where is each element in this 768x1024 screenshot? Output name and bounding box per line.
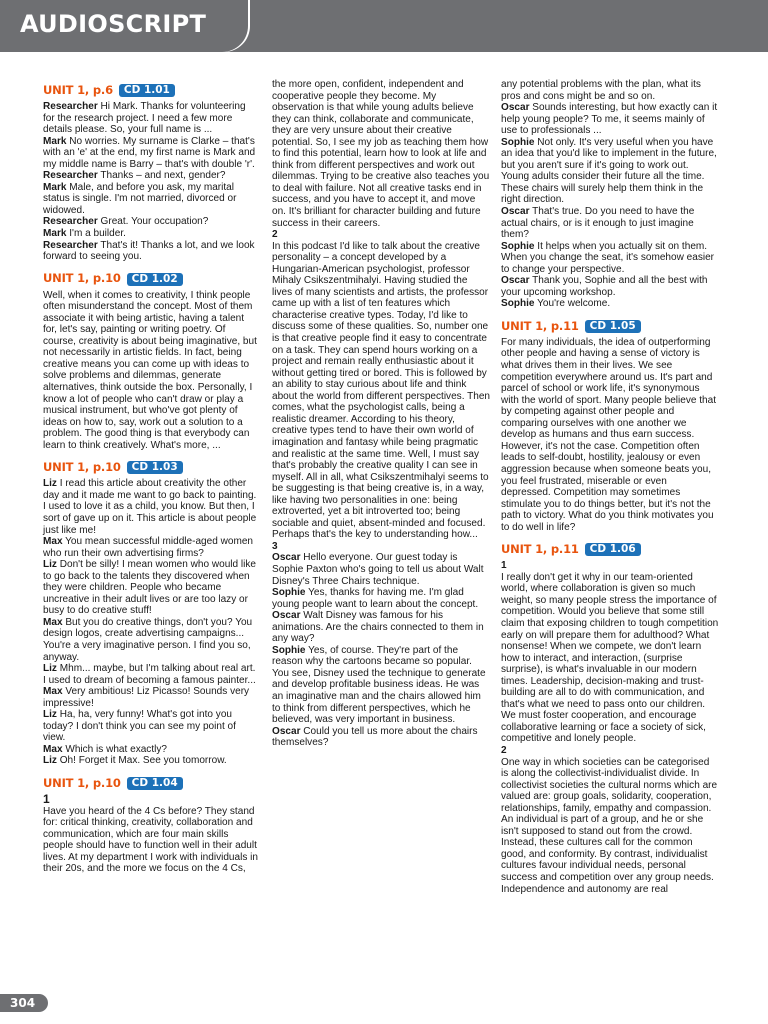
speaker-name: Max: [43, 536, 63, 548]
paragraph: I really don't get it why in our team-oriented world, where collaboration is given so much weight, so many people stress the importance of competition. Would you believe that some still claim that exposing children to tough competition early on will prepare them for adulthood? What nonsense! When we compete, we don't learn how to interact, and interaction, (surprise surprise), is what's invaluable in our modern times. Leadership, decision-making and trust-building are all to do with communication, and that's what we need to pass onto our children. We must foster cooperation, and encourage collaborative learning or face a society of sick, competitive and lonely people.: [501, 571, 719, 745]
dialogue-line: [43, 663, 259, 686]
dialogue-line: [43, 709, 259, 744]
dialogue-text: Sounds interesting, but how exactly can it help young people? To me, it seems mainly of use to professionals ...: [501, 102, 718, 137]
cd-badge: CD 1.06: [585, 543, 641, 556]
speaker-name: Oscar: [501, 102, 530, 114]
cd-badge: CD 1.02: [127, 273, 183, 286]
unit-heading: [501, 543, 719, 556]
unit-heading: [43, 777, 259, 790]
dialogue-line: [43, 744, 259, 756]
speaker-name: Liz: [43, 663, 57, 675]
dialogue-text: Yes, thanks for having me. I'm glad young people want to learn about the concept.: [272, 587, 479, 610]
cd-badge: CD 1.03: [127, 461, 183, 474]
speaker-name: Researcher: [43, 101, 98, 112]
dialogue-text: any potential problems with the plan, what its pros and cons might be and so on.: [501, 79, 701, 102]
dialogue-text: That's true. Do you need to have the actual chairs, or is it enough to just imagine them?: [501, 206, 695, 241]
dialogue-text: Ha, ha, very funny! What's got into you today? I don't think you can see my point of view.: [43, 709, 236, 744]
speaker-name: Max: [43, 616, 63, 628]
dialogue-text: Don't be silly! I mean women who would like to go back to the talents they discovered when they were children. People who became uncreative in their adult lives or are too lazy or busy to do creative stuff!: [43, 559, 256, 617]
dialogue-line: [43, 686, 259, 709]
dialogue-text: Male, and before you ask, my marital status is single. I'm not married, divorced or widowed.: [43, 181, 237, 216]
dialogue: [43, 101, 259, 263]
speaker-name: Researcher: [43, 216, 98, 228]
dialogue-line: [43, 755, 259, 767]
speaker-name: Sophie: [501, 298, 535, 310]
unit-label: UNIT 1, p.11: [501, 318, 579, 333]
dialogue-line: [43, 182, 259, 217]
page-title: AUDIOSCRIPT: [20, 10, 207, 38]
dialogue-text: No worries. My surname is Clarke – that's with an 'e' at the end, my first name is Mark and my middle name is Barry – that's with double 'r'.: [43, 135, 256, 170]
dialogue-line: [43, 559, 259, 617]
speaker-name: Sophie: [272, 587, 306, 599]
dialogue-line: [272, 610, 490, 645]
dialogue-line: [501, 137, 719, 206]
item-number: 2: [501, 744, 507, 756]
dialogue-line: [501, 298, 719, 310]
speaker-name: Researcher: [43, 239, 98, 251]
dialogue-line: [501, 241, 719, 276]
dialogue-line: [43, 536, 259, 559]
speaker-name: Sophie: [272, 644, 306, 656]
dialogue-text: You mean successful middle-aged women who run their own advertising firms?: [43, 536, 253, 559]
dialogue-line: [43, 101, 259, 136]
dialogue-line: [501, 206, 719, 241]
header-bar-right: [252, 0, 768, 52]
speaker-name: Oscar: [272, 725, 301, 737]
dialogue-line: [43, 136, 259, 171]
dialogue-line: [43, 228, 259, 240]
dialogue-line: [43, 617, 259, 663]
dialogue-text: It helps when you actually sit on them. When you change the seat, it's somehow easier to change your perspective.: [501, 240, 715, 275]
dialogue-text: Not only. It's very useful when you have an idea that you'd like to implement in the future, but you aren't sure if it's going to work out. Young adults consider their future all the time. These chairs will surely help them think in the right direction.: [501, 136, 717, 206]
dialogue-text: Thanks – and next, gender?: [97, 170, 226, 182]
item-number: 2: [272, 229, 278, 241]
paragraph-split: Have you heard of the 4 Cs before? They stand for: critical thinking, creativity, collaboration and communication, which are four main skills people should have to function well in their adult lives. At my department I work with individuals in their 20s, and the more we focus on the 4 Cs,: [43, 805, 258, 875]
dialogue-text: Great. Your occupation?: [97, 216, 209, 228]
dialogue-line: [43, 216, 259, 228]
dialogue-line: [272, 726, 490, 749]
speaker-name: Liz: [43, 709, 57, 721]
dialogue-text: Yes, of course. They're part of the reason why the cartoons became so popular. You see, Disney used the technique to generate and develop profitable business ideas. He was an imaginative man and the chairs allowed him to think from different perspectives, which he believed, was very important in business.: [272, 644, 486, 726]
dialogue-text: I'm a builder.: [66, 228, 126, 240]
speaker-name: Oscar: [272, 610, 301, 622]
cd-badge: CD 1.04: [127, 777, 183, 790]
paragraph: One way in which societies can be categorised is along the collectivist-individualist divide. In collectivist societies the cultural norms which are valued are: group goals, solidarity, cooperation, relationships, family, empathy and compassion. An individual is part of a group, and he or she isn't supposed to stand out from the crowd. Instead, these cultures call for the common good, and conformity. By contrast, individualist cultures favour individual needs, personal success and competition over any group needs. Independence and autonomy are real: [501, 756, 718, 895]
cd-badge: CD 1.05: [585, 320, 641, 333]
dialogue-line: [501, 102, 719, 137]
dialogue: [43, 478, 259, 767]
dialogue-text: Mhm... maybe, but I'm talking about real art. I used to dream of becoming a famous painter...: [43, 663, 256, 686]
speaker-name: Max: [43, 686, 63, 698]
dialogue-text: Hi Mark. Thanks for volunteering for the research project. I need a few more details please. So, your full name is ...: [43, 101, 246, 136]
unit-label: UNIT 1, p.10: [43, 271, 121, 286]
dialogue-line: [272, 587, 490, 610]
dialogue-text: Which is what exactly?: [62, 743, 167, 755]
speaker-name: Mark: [43, 181, 67, 193]
dialogue-text: Thank you, Sophie and all the best with your upcoming workshop.: [501, 275, 708, 298]
item-number: 1: [43, 791, 50, 806]
speaker-name: Mark: [43, 228, 67, 240]
speaker-name: Oscar: [501, 275, 530, 287]
page-number: 304: [0, 994, 48, 1012]
speaker-name: Mark: [43, 135, 67, 147]
cd-badge: CD 1.01: [119, 84, 175, 97]
dialogue: [501, 79, 719, 310]
dialogue-text: You're welcome.: [534, 298, 611, 310]
speaker-name: Oscar: [501, 206, 530, 218]
unit-heading: [43, 461, 259, 474]
column-2: [272, 79, 490, 749]
dialogue-line: [501, 275, 719, 298]
paragraph: For many individuals, the idea of outperforming other people and having a sense of victory is what drives them in their lives. We see competition everywhere around us. It's part and parcel of school or work life, it's synonymous with the world of sport. Many people believe that by competing against other people and comparing ourselves with one another we develop as humans and thus earn success. However, it's not the case. Competition often leads to self-doubt, hostility, jealousy or even aggression because when someone beats you, you feel frustrated, miserable or even depressed. Competition may sometimes stimulate you to do things better, but it's not the path to victory. What do you think motivates you to do well in life?: [501, 336, 717, 533]
dialogue-line: [501, 79, 719, 102]
paragraph: In this podcast I'd like to talk about the creative personality – a concept developed by a Hungarian-American psychologist, professor Mihaly Csikszentmihalyi. Having studied the lives of many scientists and artists, the professor came up with a list of ten features which characterise creative types. Today, I'd like to discuss some of these qualities. So, number one is that creative people find it easy to concentrate on a task. They can spend hours working on a project and remain really enthusiastic about it without getting tired or bored. This is followed by an ability to stay curious about life and think about the world from different perspectives. Then comes, what the psychologist calls, being a realistic dreamer. According to his theory, creative types tend to have their own world of imagination and fantasy while being pragmatic and realistic at the same time. Well, I must say that's probably the creative quality I can see in myself. All in all, what Csikszentmihalyi seems to be suggesting is that being creative is, in a way, like having two personalities in one: being extroverted, yet a bit introverted too; being sociable and quiet, absent-minded and focused. Perhaps that's the key to understanding how...: [272, 240, 490, 541]
speaker-name: Liz: [43, 478, 57, 490]
paragraph: Well, when it comes to creativity, I think people often misunderstand the concept. Most of them associate it with being artistic, having a talent for, let's say, painting or writing poetry. Of course, creativity is about being imaginative, but not necessarily in artistic fields. In fact, being creative means you can come up with ideas to solve problems and dilemmas, generate alternatives, think outside the box. Personally, I know a lot of people who can't draw or play a musical instrument, but who've got plenty of ideas on how to, say, work out a solution to a problem. The good thing is that everybody can learn to think creatively. What's more, ...: [43, 289, 257, 451]
dialogue-line: [43, 170, 259, 182]
dialogue-text: Oh! Forget it Max. See you tomorrow.: [56, 755, 227, 767]
dialogue-text: Walt Disney was famous for his animations. Are the chairs connected to them in any way?: [272, 610, 484, 645]
unit-label: UNIT 1, p.10: [43, 775, 121, 790]
speaker-name: Researcher: [43, 170, 98, 182]
dialogue-text: Hello everyone. Our guest today is Sophie Paxton who's going to tell us about Walt Disney's Three Chairs technique.: [272, 552, 484, 587]
dialogue-text: Could you tell us more about the chairs themselves?: [272, 725, 478, 749]
speaker-name: Sophie: [501, 136, 535, 148]
speaker-name: Liz: [43, 559, 57, 571]
paragraph-split: the more open, confident, independent and cooperative people they become. My observation is that while young adults believe they can think, collaborate and communicate, they are very unsure about their creative potential. So, I see my job as teaching them how to find this potential, learn how to look at life and think from different perspectives and work out dilemmas. Trying to be creative also teaches you to deal with failure. Not all creative tasks end in success, and you have to accept it, and move on. It's brilliant for character building and future success in their careers.: [272, 79, 490, 229]
header-title-tab: [0, 0, 248, 52]
dialogue-line: [272, 645, 490, 726]
item-number: 3: [272, 540, 278, 552]
dialogue-line: [43, 240, 259, 263]
unit-heading: [43, 273, 259, 286]
dialogue-text: I read this article about creativity the other day and it made me want to go back to painting. I used to love it as a child, you know. But then, I sort of gave up on it. This article is about people just like me!: [43, 478, 257, 536]
dialogue-line: [43, 478, 259, 536]
speaker-name: Sophie: [501, 240, 535, 252]
column-3: [501, 79, 719, 895]
unit-label: UNIT 1, p.6: [43, 82, 113, 97]
unit-label: UNIT 1, p.10: [43, 460, 121, 475]
column-1: [43, 84, 259, 875]
dialogue-line: [272, 552, 490, 587]
unit-label: UNIT 1, p.11: [501, 541, 579, 556]
dialogue-text: But you do creative things, don't you? You design logos, create advertising campaigns... You're a very imaginative person. I find you so, anyway.: [43, 616, 253, 663]
speaker-name: Oscar: [272, 552, 301, 564]
unit-heading: [501, 320, 719, 333]
dialogue: [272, 552, 490, 748]
item-number: 1: [501, 560, 507, 572]
speaker-name: Liz: [43, 755, 57, 767]
unit-heading: [43, 84, 259, 97]
speaker-name: Max: [43, 743, 63, 755]
dialogue-text: That's it! Thanks a lot, and we look forward to seeing you.: [43, 239, 255, 263]
dialogue-text: Very ambitious! Liz Picasso! Sounds very impressive!: [43, 686, 250, 709]
